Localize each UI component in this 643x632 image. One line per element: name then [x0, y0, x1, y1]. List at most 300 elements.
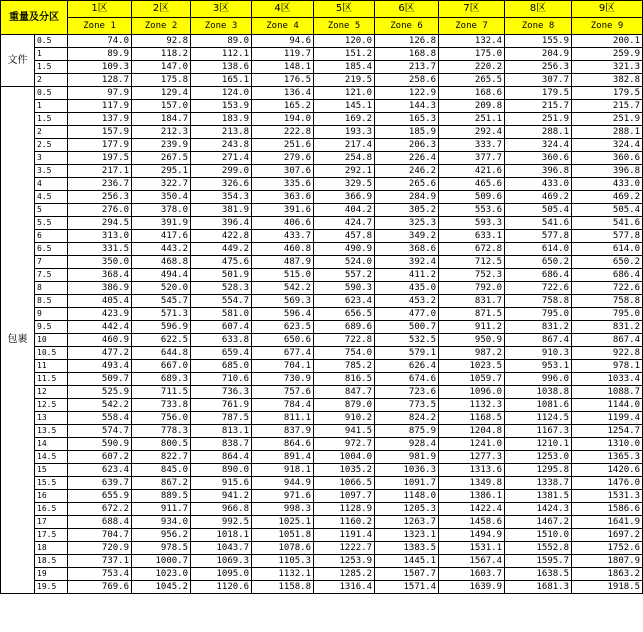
price-cell: 1043.7 — [191, 542, 252, 555]
price-cell: 1078.6 — [252, 542, 314, 555]
price-cell: 457.8 — [314, 230, 375, 243]
price-cell: 1863.2 — [572, 568, 643, 581]
price-cell: 650.6 — [252, 334, 314, 347]
weight-cell: 10 — [35, 334, 68, 347]
price-cell: 879.0 — [314, 399, 375, 412]
price-cell: 769.6 — [68, 581, 132, 594]
price-cell: 558.4 — [68, 412, 132, 425]
price-cell: 176.5 — [252, 74, 314, 87]
weight-cell: 1.5 — [35, 61, 68, 74]
price-cell: 711.5 — [132, 386, 191, 399]
weight-cell: 13.5 — [35, 425, 68, 438]
price-cell: 800.5 — [132, 438, 191, 451]
weight-cell: 1 — [35, 100, 68, 113]
price-cell: 1069.3 — [191, 555, 252, 568]
price-cell: 411.2 — [375, 269, 439, 282]
table-row — [1, 100, 643, 113]
price-cell: 972.7 — [314, 438, 375, 451]
price-cell: 1752.6 — [572, 542, 643, 555]
price-cell: 324.4 — [505, 139, 572, 152]
table-row — [1, 464, 643, 477]
price-cell: 1222.7 — [314, 542, 375, 555]
price-cell: 822.7 — [132, 451, 191, 464]
price-cell: 382.8 — [572, 74, 643, 87]
price-cell: 94.6 — [252, 35, 314, 48]
price-cell: 433.0 — [572, 178, 643, 191]
price-cell: 326.6 — [191, 178, 252, 191]
price-cell: 392.4 — [375, 256, 439, 269]
price-cell: 145.1 — [314, 100, 375, 113]
header-row-zones-cn — [1, 1, 643, 18]
table-row — [1, 204, 643, 217]
price-cell: 469.2 — [505, 191, 572, 204]
price-cell: 222.8 — [252, 126, 314, 139]
price-cell: 325.3 — [375, 217, 439, 230]
price-cell: 845.0 — [132, 464, 191, 477]
price-cell: 1018.1 — [191, 529, 252, 542]
price-cell: 1381.5 — [505, 490, 572, 503]
price-cell: 674.6 — [375, 373, 439, 386]
price-cell: 867.4 — [505, 334, 572, 347]
price-cell: 737.1 — [68, 555, 132, 568]
zone-en-header: Zone 8 — [505, 18, 572, 35]
price-cell: 672.2 — [68, 503, 132, 516]
price-cell: 978.1 — [572, 360, 643, 373]
weight-cell: 8 — [35, 282, 68, 295]
table-row — [1, 516, 643, 529]
price-cell: 847.7 — [314, 386, 375, 399]
price-cell: 577.8 — [505, 230, 572, 243]
price-cell: 1641.9 — [572, 516, 643, 529]
price-cell: 433.0 — [505, 178, 572, 191]
price-cell: 753.4 — [68, 568, 132, 581]
price-cell: 867.4 — [572, 334, 643, 347]
rate-table-body — [1, 1, 643, 594]
price-cell: 941.5 — [314, 425, 375, 438]
price-cell: 525.9 — [68, 386, 132, 399]
price-cell: 294.5 — [68, 217, 132, 230]
price-cell: 363.6 — [252, 191, 314, 204]
price-cell: 119.7 — [252, 48, 314, 61]
price-cell: 1807.9 — [572, 555, 643, 568]
price-cell: 335.6 — [252, 178, 314, 191]
price-cell: 688.4 — [68, 516, 132, 529]
price-cell: 541.6 — [572, 217, 643, 230]
price-cell: 165.2 — [252, 100, 314, 113]
price-cell: 554.7 — [191, 295, 252, 308]
price-cell: 1097.7 — [314, 490, 375, 503]
price-cell: 213.7 — [375, 61, 439, 74]
price-cell: 200.1 — [572, 35, 643, 48]
table-row — [1, 230, 643, 243]
price-cell: 911.2 — [439, 321, 505, 334]
price-cell: 1148.0 — [375, 490, 439, 503]
price-cell: 758.8 — [572, 295, 643, 308]
price-cell: 689.3 — [132, 373, 191, 386]
price-cell: 175.0 — [439, 48, 505, 61]
table-row — [1, 373, 643, 386]
price-cell: 890.0 — [191, 464, 252, 477]
price-cell: 213.8 — [191, 126, 252, 139]
zone-en-header: Zone 4 — [252, 18, 314, 35]
price-cell: 475.6 — [191, 256, 252, 269]
price-cell: 405.4 — [68, 295, 132, 308]
price-cell: 1253.9 — [314, 555, 375, 568]
price-cell: 1158.8 — [252, 581, 314, 594]
price-cell: 941.2 — [191, 490, 252, 503]
price-cell: 1567.4 — [439, 555, 505, 568]
price-cell: 1091.7 — [375, 477, 439, 490]
price-cell: 722.6 — [572, 282, 643, 295]
price-cell: 184.7 — [132, 113, 191, 126]
price-cell: 871.5 — [439, 308, 505, 321]
weight-cell: 2 — [35, 126, 68, 139]
weight-cell: 7 — [35, 256, 68, 269]
price-cell: 569.3 — [252, 295, 314, 308]
price-cell: 704.1 — [252, 360, 314, 373]
price-cell: 92.8 — [132, 35, 191, 48]
price-cell: 1124.5 — [505, 412, 572, 425]
price-cell: 324.4 — [572, 139, 643, 152]
price-cell: 284.9 — [375, 191, 439, 204]
table-row — [1, 217, 643, 230]
price-cell: 417.6 — [132, 230, 191, 243]
price-cell: 623.4 — [314, 295, 375, 308]
price-cell: 109.3 — [68, 61, 132, 74]
weight-cell: 11 — [35, 360, 68, 373]
price-cell: 1051.8 — [252, 529, 314, 542]
price-cell: 1918.5 — [572, 581, 643, 594]
table-row — [1, 555, 643, 568]
price-cell: 785.2 — [314, 360, 375, 373]
price-cell: 911.7 — [132, 503, 191, 516]
price-cell: 197.5 — [68, 152, 132, 165]
price-cell: 265.5 — [439, 74, 505, 87]
price-cell: 1241.0 — [439, 438, 505, 451]
price-cell: 194.0 — [252, 113, 314, 126]
price-cell: 590.9 — [68, 438, 132, 451]
price-cell: 838.7 — [191, 438, 252, 451]
price-cell: 1365.3 — [572, 451, 643, 464]
price-cell: 686.4 — [572, 269, 643, 282]
weight-cell: 0.5 — [35, 35, 68, 48]
price-cell: 391.6 — [252, 204, 314, 217]
zone-cn-header: 2区 — [132, 1, 191, 18]
table-row — [1, 178, 643, 191]
price-cell: 824.2 — [375, 412, 439, 425]
price-cell: 219.5 — [314, 74, 375, 87]
price-cell: 185.4 — [314, 61, 375, 74]
price-cell: 689.6 — [314, 321, 375, 334]
price-cell: 490.9 — [314, 243, 375, 256]
price-cell: 1004.0 — [314, 451, 375, 464]
price-cell: 875.9 — [375, 425, 439, 438]
table-row — [1, 48, 643, 61]
price-cell: 918.1 — [252, 464, 314, 477]
price-cell: 89.9 — [68, 48, 132, 61]
price-cell: 1386.1 — [439, 490, 505, 503]
price-cell: 396.4 — [191, 217, 252, 230]
price-cell: 151.2 — [314, 48, 375, 61]
price-cell: 1254.7 — [572, 425, 643, 438]
price-cell: 910.2 — [314, 412, 375, 425]
price-cell: 288.1 — [572, 126, 643, 139]
price-cell: 792.0 — [439, 282, 505, 295]
price-cell: 659.4 — [191, 347, 252, 360]
price-cell: 295.1 — [132, 165, 191, 178]
price-cell: 487.9 — [252, 256, 314, 269]
table-row — [1, 191, 643, 204]
table-row — [1, 139, 643, 152]
weight-cell: 1 — [35, 48, 68, 61]
price-cell: 129.4 — [132, 87, 191, 100]
price-cell: 1445.1 — [375, 555, 439, 568]
price-cell: 787.5 — [191, 412, 252, 425]
price-cell: 981.9 — [375, 451, 439, 464]
weight-cell: 16 — [35, 490, 68, 503]
price-cell: 122.9 — [375, 87, 439, 100]
price-cell: 136.4 — [252, 87, 314, 100]
price-cell: 179.5 — [572, 87, 643, 100]
weight-cell: 11.5 — [35, 373, 68, 386]
price-cell: 1467.2 — [505, 516, 572, 529]
price-cell: 915.6 — [191, 477, 252, 490]
price-cell: 757.6 — [252, 386, 314, 399]
zone-en-header: Zone 3 — [191, 18, 252, 35]
price-cell: 1168.5 — [439, 412, 505, 425]
price-cell: 722.6 — [505, 282, 572, 295]
weight-cell: 7.5 — [35, 269, 68, 282]
price-cell: 953.1 — [505, 360, 572, 373]
price-cell: 978.5 — [132, 542, 191, 555]
price-cell: 118.2 — [132, 48, 191, 61]
price-cell: 756.0 — [132, 412, 191, 425]
price-cell: 1476.0 — [572, 477, 643, 490]
price-cell: 1277.3 — [439, 451, 505, 464]
price-cell: 614.0 — [572, 243, 643, 256]
price-cell: 256.3 — [68, 191, 132, 204]
price-cell: 183.9 — [191, 113, 252, 126]
price-cell: 74.0 — [68, 35, 132, 48]
weight-cell: 15 — [35, 464, 68, 477]
price-cell: 864.4 — [191, 451, 252, 464]
weight-cell: 17.5 — [35, 529, 68, 542]
weight-cell: 13 — [35, 412, 68, 425]
price-cell: 1120.6 — [191, 581, 252, 594]
weight-cell: 5 — [35, 204, 68, 217]
price-cell: 524.0 — [314, 256, 375, 269]
price-cell: 265.6 — [375, 178, 439, 191]
price-cell: 1144.0 — [572, 399, 643, 412]
price-cell: 501.9 — [191, 269, 252, 282]
price-cell: 1313.6 — [439, 464, 505, 477]
price-cell: 1132.1 — [252, 568, 314, 581]
price-cell: 209.8 — [439, 100, 505, 113]
price-cell: 155.9 — [505, 35, 572, 48]
price-cell: 128.7 — [68, 74, 132, 87]
price-cell: 867.2 — [132, 477, 191, 490]
price-cell: 1205.3 — [375, 503, 439, 516]
price-cell: 138.6 — [191, 61, 252, 74]
price-cell: 422.8 — [191, 230, 252, 243]
price-cell: 215.7 — [572, 100, 643, 113]
price-cell: 1025.1 — [252, 516, 314, 529]
price-cell: 121.0 — [314, 87, 375, 100]
price-cell: 1494.9 — [439, 529, 505, 542]
table-row — [1, 412, 643, 425]
price-cell: 1038.8 — [505, 386, 572, 399]
price-cell: 1552.8 — [505, 542, 572, 555]
price-cell: 761.9 — [191, 399, 252, 412]
price-cell: 307.7 — [505, 74, 572, 87]
price-cell: 509.7 — [68, 373, 132, 386]
price-cell: 579.1 — [375, 347, 439, 360]
price-cell: 1338.7 — [505, 477, 572, 490]
price-cell: 360.6 — [572, 152, 643, 165]
price-cell: 934.0 — [132, 516, 191, 529]
weight-cell: 19.5 — [35, 581, 68, 594]
price-cell: 733.8 — [132, 399, 191, 412]
price-cell: 577.8 — [572, 230, 643, 243]
price-cell: 1383.5 — [375, 542, 439, 555]
price-cell: 321.3 — [572, 61, 643, 74]
zone-cn-header: 6区 — [375, 1, 439, 18]
price-cell: 243.8 — [191, 139, 252, 152]
price-cell: 607.2 — [68, 451, 132, 464]
price-cell: 1697.2 — [572, 529, 643, 542]
table-row — [1, 321, 643, 334]
price-cell: 292.1 — [314, 165, 375, 178]
price-cell: 132.4 — [439, 35, 505, 48]
price-cell: 292.4 — [439, 126, 505, 139]
weight-cell: 2 — [35, 74, 68, 87]
price-cell: 442.4 — [68, 321, 132, 334]
price-cell: 423.9 — [68, 308, 132, 321]
table-row — [1, 568, 643, 581]
price-cell: 541.6 — [505, 217, 572, 230]
weight-cell: 9 — [35, 308, 68, 321]
price-cell: 667.0 — [132, 360, 191, 373]
price-cell: 360.6 — [505, 152, 572, 165]
price-cell: 460.9 — [68, 334, 132, 347]
price-cell: 378.0 — [132, 204, 191, 217]
price-cell: 313.0 — [68, 230, 132, 243]
price-cell: 944.9 — [252, 477, 314, 490]
zone-cn-header: 7区 — [439, 1, 505, 18]
price-cell: 1167.3 — [505, 425, 572, 438]
weight-cell: 4.5 — [35, 191, 68, 204]
price-cell: 730.9 — [252, 373, 314, 386]
weight-cell: 18.5 — [35, 555, 68, 568]
price-cell: 758.8 — [505, 295, 572, 308]
zone-cn-header: 9区 — [572, 1, 643, 18]
weight-cell: 3 — [35, 152, 68, 165]
price-cell: 1253.0 — [505, 451, 572, 464]
price-cell: 165.3 — [375, 113, 439, 126]
table-row — [1, 113, 643, 126]
price-cell: 928.4 — [375, 438, 439, 451]
price-cell: 1458.6 — [439, 516, 505, 529]
price-cell: 1059.7 — [439, 373, 505, 386]
price-cell: 813.1 — [191, 425, 252, 438]
weight-cell: 6 — [35, 230, 68, 243]
weight-cell: 17 — [35, 516, 68, 529]
price-cell: 204.9 — [505, 48, 572, 61]
zone-en-header: Zone 6 — [375, 18, 439, 35]
price-cell: 1210.1 — [505, 438, 572, 451]
price-cell: 950.9 — [439, 334, 505, 347]
price-cell: 1639.9 — [439, 581, 505, 594]
price-cell: 722.8 — [314, 334, 375, 347]
price-cell: 1045.2 — [132, 581, 191, 594]
price-cell: 864.6 — [252, 438, 314, 451]
price-cell: 956.2 — [132, 529, 191, 542]
price-cell: 723.6 — [375, 386, 439, 399]
price-cell: 1510.0 — [505, 529, 572, 542]
table-row — [1, 295, 643, 308]
price-cell: 1507.7 — [375, 568, 439, 581]
weight-cell: 0.5 — [35, 87, 68, 100]
price-cell: 831.7 — [439, 295, 505, 308]
price-cell: 307.6 — [252, 165, 314, 178]
price-cell: 596.9 — [132, 321, 191, 334]
price-cell: 349.2 — [375, 230, 439, 243]
zone-cn-header: 4区 — [252, 1, 314, 18]
price-cell: 922.8 — [572, 347, 643, 360]
price-cell: 120.0 — [314, 35, 375, 48]
price-cell: 633.1 — [439, 230, 505, 243]
price-cell: 1105.3 — [252, 555, 314, 568]
zone-cn-header: 5区 — [314, 1, 375, 18]
table-row — [1, 269, 643, 282]
price-cell: 1349.8 — [439, 477, 505, 490]
price-cell: 251.9 — [505, 113, 572, 126]
price-cell: 258.6 — [375, 74, 439, 87]
price-cell: 1310.0 — [572, 438, 643, 451]
table-row — [1, 386, 643, 399]
weight-cell: 12.5 — [35, 399, 68, 412]
price-cell: 305.2 — [375, 204, 439, 217]
weight-cell: 5.5 — [35, 217, 68, 230]
weight-cell: 4 — [35, 178, 68, 191]
table-row — [1, 61, 643, 74]
price-cell: 505.4 — [505, 204, 572, 217]
price-cell: 1422.4 — [439, 503, 505, 516]
price-cell: 406.6 — [252, 217, 314, 230]
price-cell: 117.9 — [68, 100, 132, 113]
price-cell: 477.0 — [375, 308, 439, 321]
price-cell: 288.1 — [505, 126, 572, 139]
zone-en-header: Zone 2 — [132, 18, 191, 35]
price-cell: 596.4 — [252, 308, 314, 321]
price-cell: 279.6 — [252, 152, 314, 165]
zone-cn-header: 1区 — [68, 1, 132, 18]
price-cell: 1638.5 — [505, 568, 572, 581]
table-row — [1, 152, 643, 165]
price-cell: 443.2 — [132, 243, 191, 256]
price-cell: 754.0 — [314, 347, 375, 360]
table-row — [1, 256, 643, 269]
price-cell: 1081.6 — [505, 399, 572, 412]
price-cell: 639.7 — [68, 477, 132, 490]
price-cell: 354.3 — [191, 191, 252, 204]
table-row — [1, 399, 643, 412]
price-cell: 987.2 — [439, 347, 505, 360]
price-cell: 1036.3 — [375, 464, 439, 477]
price-cell: 185.9 — [375, 126, 439, 139]
price-cell: 368.6 — [375, 243, 439, 256]
price-cell: 396.8 — [572, 165, 643, 178]
